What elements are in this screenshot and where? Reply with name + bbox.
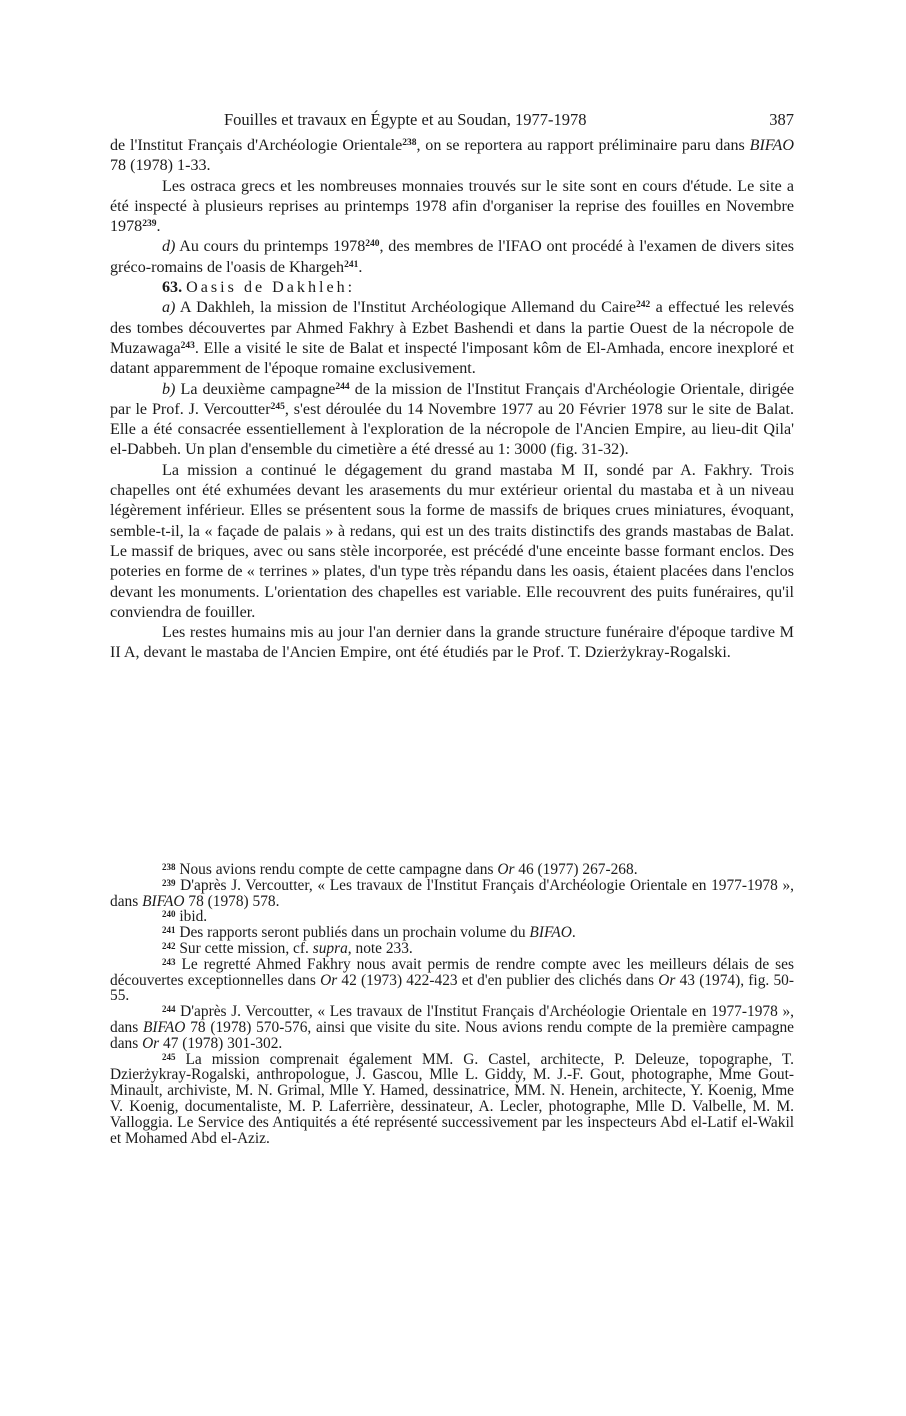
section-number: 63.: [162, 279, 183, 297]
section-title: Oasis de Dakhleh:: [186, 279, 356, 297]
item-label: a): [162, 299, 176, 317]
footnote-number: 239: [162, 877, 176, 888]
footnote: $^{243}$ Le regretté Ahmed Fakhry nous avait permis de rendre compte avec les meilleurs délais de ses découvertes exceptionnelles dans Or 42 (1973) 422-423 et d'en publier des clichés dans Or 43 (1974), fig. 50-55.: [110, 955, 794, 1005]
page: [110, 110, 795, 1147]
footnotes: [110, 862, 794, 1146]
footnote-ref: 241: [344, 259, 359, 270]
footnote-number: 243: [162, 956, 176, 967]
paragraph: b) La deuxième campagne$^{244}$ de la mission de l'Institut Français d'Archéologie Orientale, dirigée par le Prof. J. Vercoutter$^{245}$, s'est déroulée du 14 Novembre 1977 au 20 Février 1978 sur le site de Balat. Elle a été consacrée essentiellement à l'exploration de la nécropole de l'Ancien Empire, au lieu-dit Qila' el-Dabbeh. Un plan d'ensemble du cimetière a été dressé au 1: 3000 (fig. 31-32).: [110, 380, 795, 459]
item-label: b): [162, 380, 176, 398]
page-number: 387: [769, 110, 794, 129]
running-title: Fouilles et travaux en Égypte et au Soudan, 1977-1978: [224, 110, 587, 129]
footnote-number: 244: [162, 1004, 176, 1015]
item-label: d): [162, 238, 176, 256]
paragraph: de l'Institut Français d'Archéologie Orientale$^{238}$, on se reportera au rapport préliminaire paru dans BIFAO 78 (1978) 1-33.: [110, 137, 795, 175]
footnote: $^{245}$ La mission comprenait également MM. G. Castel, architecte, P. Deleuze, topographe, T. Dzierżykray-Rogalski, anthropologue, J. Gascou, Mlle L. Giddy, M. J.-F. Gout, photographe, Mme Gout-Minault, archiviste, M. N. Grimal, Mlle Y. Hamed, dessinatrice, MM. N. Henein, architecte, Y. Koenig, Mme V. Koenig, documentaliste, M. P. Laferrière, dessinateur, A. Lecler, photographe, Mlle D. Valbelle, M. M. Valloggia. Le Service des Antiquités a été représenté successivement par les inspecteurs Abd el-Latif el-Wakil et Mohamed Abd el-Aziz.: [110, 1050, 794, 1147]
footnote-number: 242: [162, 940, 176, 951]
paragraph: La mission a continué le dégagement du grand mastaba M II, sondé par A. Fakhry. Trois chapelles ont été exhumées devant les arasements du mur extérieur oriental du mastaba et à un niveau légèrement inférieur. Elles se présentent sous la forme de massifs de briques crues miniatures, évoquant, semble-t-il, la « façade de palais » à redans, qui est un des traits distinctifs des grands mastabas de Balat. Le massif de briques, avec ou sans stèle incorporée, est précédé d'une enceinte basse formant enclos. Des poteries en forme de « terrines » plates, d'un type très répandu dans les oasis, étaient placées dans l'enclos devant les monuments. L'orientation des chapelles est variable. Elle recouvrent des puits funéraires, qu'il conviendra de fouiller.: [110, 461, 794, 621]
paragraph: d) Au cours du printemps 1978$^{240}$, des membres de l'IFAO ont procédé à l'examen de divers sites gréco-romains de l'oasis de Khargeh$^{241}$.: [110, 238, 794, 276]
footnote: $^{239}$ D'après J. Vercoutter, « Les travaux de l'Institut Français d'Archéologie Orientale en 1977-1978 », dans BIFAO 78 (1978) 578.: [110, 876, 794, 910]
footnote-ref: 240: [365, 239, 380, 250]
paragraph: a) A Dakhleh, la mission de l'Institut Archéologique Allemand du Caire$^{242}$ a effectué les relevés des tombes découvertes par Ahmed Fakhry à Ezbet Bashendi et dans la partie Ouest de la nécropole de Muzawaga$^{243}$. Elle a visité le site de Balat et inspecté l'imposant kôm de El-Amhada, encore inexploré et datant apparemment de l'époque romaine exclusivement.: [110, 299, 794, 378]
body-text: [110, 136, 794, 664]
section-heading: [110, 278, 794, 298]
footnote-ref: 245: [270, 401, 285, 412]
footnote: $^{244}$ D'après J. Vercoutter, « Les travaux de l'Institut Français d'Archéologie Orientale en 1977-1978 », dans BIFAO 78 (1978) 570-576, ainsi que visite du site. Nous avions rendu compte de la première campagne dans Or 47 (1978) 301-302.: [110, 1003, 794, 1052]
footnote-number: 241: [162, 925, 176, 936]
running-head: [110, 110, 794, 136]
footnote-ref: 239: [142, 219, 157, 230]
footnote-ref: 242: [636, 300, 651, 311]
footnote-number: 245: [162, 1051, 176, 1062]
footnote-ref: 238: [402, 138, 417, 148]
footnote-ref: 243: [180, 340, 195, 351]
footnote-number: 238: [162, 862, 176, 872]
footnote-ref: 244: [335, 381, 350, 392]
footnote-number: 240: [162, 909, 176, 920]
footnote: $^{238}$ Nous avions rendu compte de cette campagne dans Or 46 (1977) 267-268.: [162, 861, 638, 878]
footnote: $^{240}$ ibid.: [162, 908, 208, 926]
paragraph: Les restes humains mis au jour l'an dernier dans la grande structure funéraire d'époque tardive M II A, devant le mastaba de l'Ancien Empire, ont été étudiés par le Prof. T. Dzierżykray-Rogalski.: [110, 624, 794, 662]
paragraph: Les ostraca grecs et les nombreuses monnaies trouvés sur le site sont en cours d'étude. Le site a été inspecté à plusieurs reprises au printemps 1978 afin d'organiser la reprise des fouilles en Novembre 1978$^{239}$.: [110, 177, 794, 236]
footnote: $^{242}$ Sur cette mission, cf. supra, note 233.: [162, 939, 413, 957]
footnote: $^{241}$ Des rapports seront publiés dans un prochain volume du BIFAO.: [162, 924, 576, 942]
